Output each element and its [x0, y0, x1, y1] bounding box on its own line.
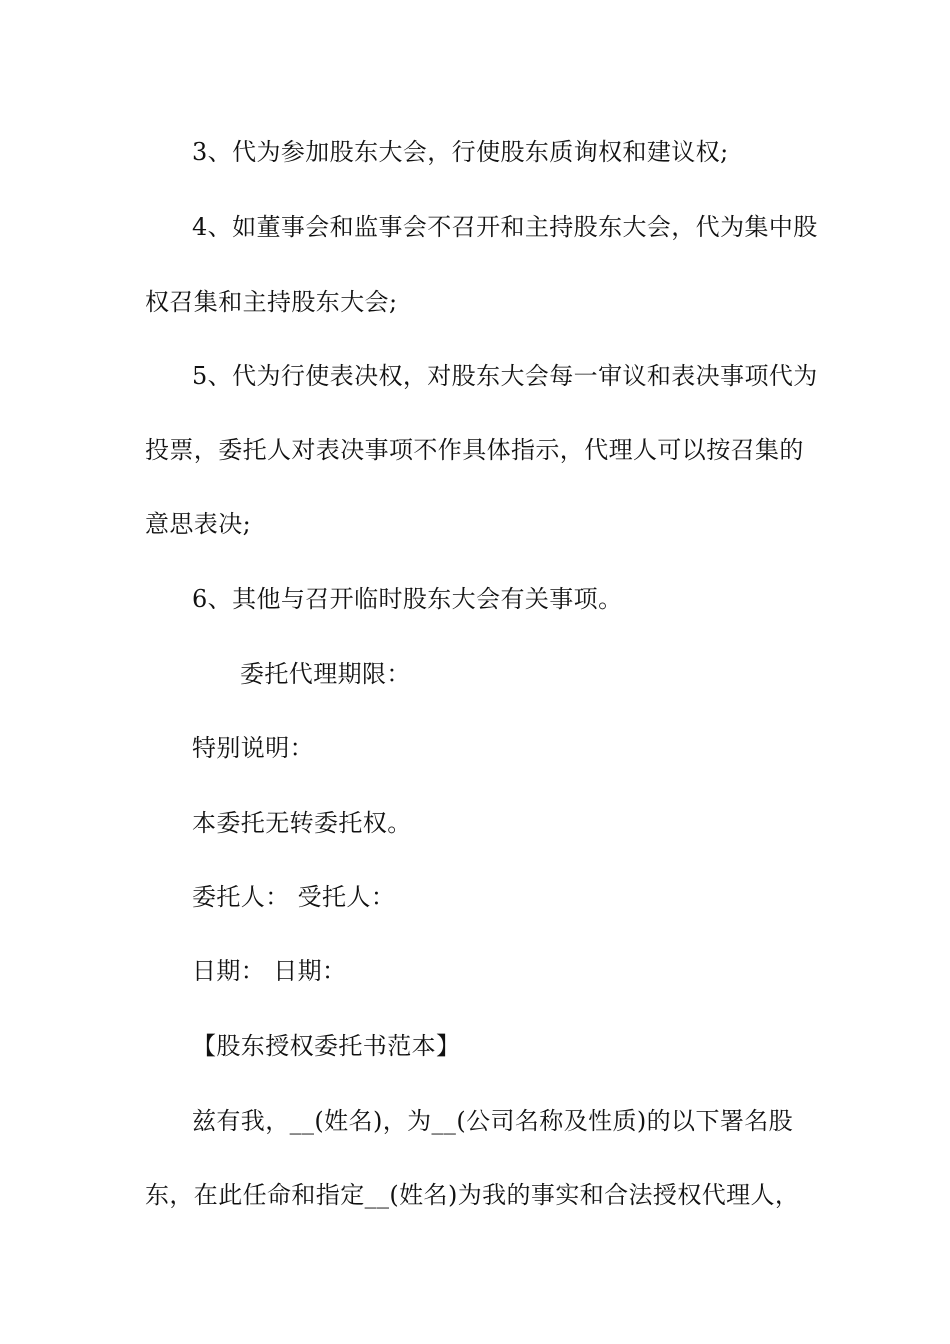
signatories-line: 委托人： 受托人：: [192, 883, 396, 911]
clause-3: 3、代为参加股东大会，行使股东质询权和建议权;: [192, 138, 729, 166]
no-subdelegation-note: 本委托无转委托权。: [192, 809, 412, 837]
clause-4-line-2: 权召集和主持股东大会;: [145, 288, 398, 316]
dates-line: 日期： 日期：: [192, 957, 347, 985]
template-paragraph-line-2: 东，在此任命和指定__(姓名)为我的事实和合法授权代理人，: [145, 1181, 800, 1209]
clause-5-line-2: 投票，委托人对表决事项不作具体指示，代理人可以按召集的: [145, 436, 804, 464]
template-heading: 【股东授权委托书范本】: [192, 1032, 461, 1060]
clause-5-line-3: 意思表决;: [145, 510, 252, 538]
clause-5-line-1: 5、代为行使表决权，对股东大会每一审议和表决事项代为: [192, 362, 818, 390]
agency-term-label: 委托代理期限：: [240, 660, 411, 688]
clause-4-line-1: 4、如董事会和监事会不召开和主持股东大会，代为集中股: [192, 213, 818, 241]
clause-6: 6、其他与召开临时股东大会有关事项。: [192, 585, 623, 613]
template-paragraph-line-1: 兹有我，__(姓名)，为__(公司名称及性质)的以下署名股: [192, 1107, 794, 1135]
special-notes-label: 特别说明：: [192, 734, 314, 762]
